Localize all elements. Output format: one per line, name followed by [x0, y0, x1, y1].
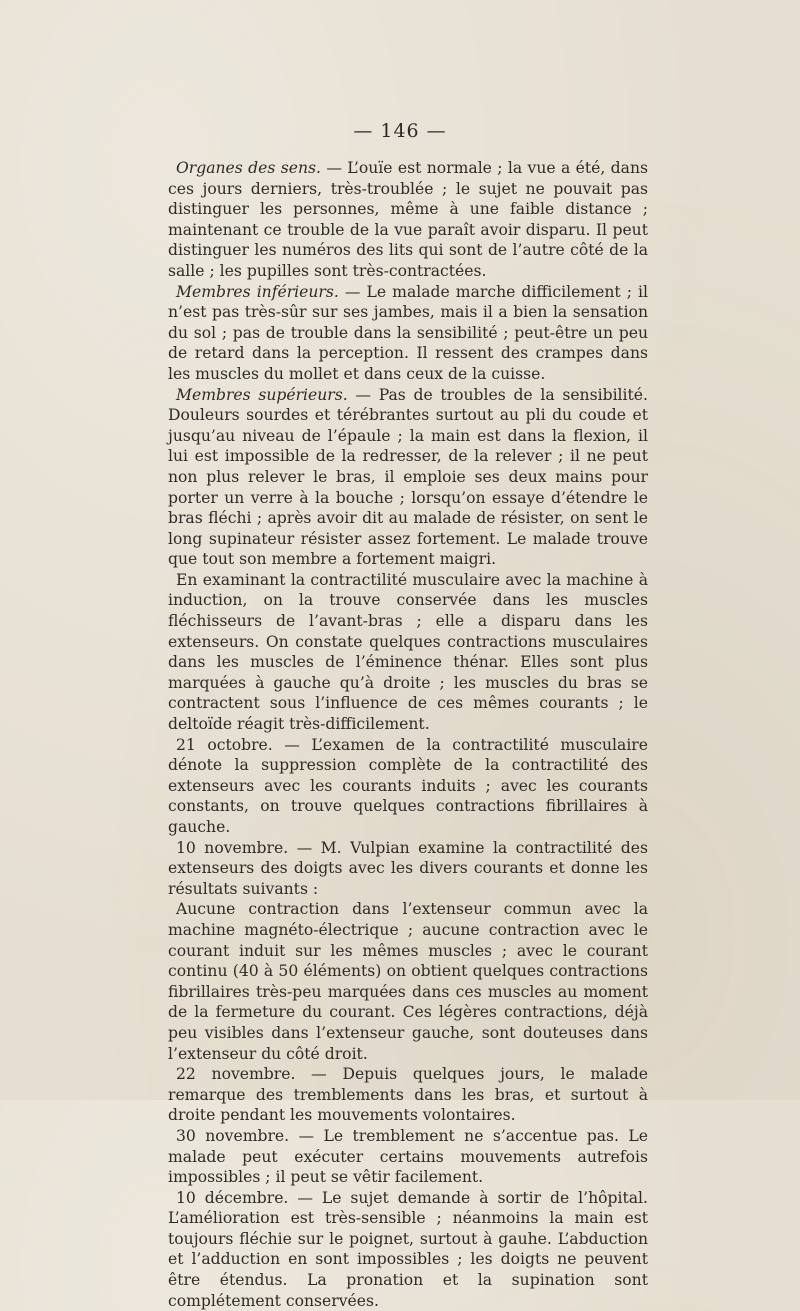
paragraph-10-decembre [168, 1188, 648, 1311]
paragraph-membres-superieurs [168, 385, 648, 570]
paragraph-heading: Organes des sens. [176, 159, 321, 177]
paragraph-21-octobre [168, 735, 648, 838]
paragraph-heading: Membres inférieurs. [176, 282, 339, 301]
paragraph-text: 10 novembre. — M. Vulpian examine la contractilité des extenseurs des doigts avec les divers courants et donne les résultats suivants : [168, 838, 648, 898]
paragraph-text: En examinant la contractilité musculaire avec la machine à induction, on la trouve conservée dans les muscles fléchisseurs de l’avant-bras ; elle a disparu dans les extenseurs. On constate quelques contractions musculaires dans les muscles de l’éminence thénar. Elles sont plus marquées à gauche qu’à droite ; les muscles du bras se contractent sous l’influence de ces mêmes courants ; le deltoïde réagit très-difficilement. [168, 570, 648, 734]
paragraph-organes-des-sens [168, 158, 648, 282]
page-number: — 146 — [353, 120, 447, 142]
paragraph-text: — Pas de troubles de la sensibilité. Douleurs sourdes et térébrantes surtout au pli du coude et jusqu’au niveau de l’épaule ; la main est dans la flexion, il lui est impossible de la redresser, de la relever ; il ne peut non plus relever le bras, il emploie ses deux mains pour porter un verre à la bouche ; lorsqu’on essaye d’étendre le bras fléchi ; après avoir dit au malade de résister, on sent le long supinateur résister assez fortement. Le malade trouve que tout son membre a fortement maigri. [168, 385, 648, 569]
paragraph-text: 22 novembre. — Depuis quelques jours, le malade remarque des tremblements dans les bras, et surtout à droite pendant les mouvements volontaires. [168, 1065, 648, 1125]
paragraph-text: — L’ouïe est normale ; la vue a été, dans ces jours derniers, très-troublée ; le sujet ne pouvait pas distinguer les personnes, même à une faible distance ; maintenant ce trouble de la vue paraît avoir disparu. Il peut distinguer les numéros des lits qui sont de l’autre côté de la salle ; les pupilles sont très-contractées. [168, 159, 649, 280]
paragraph-text: — Le malade marche difficilement ; il n’est pas très-sûr sur ses jambes, mais il a bien la sensation du sol ; pas de trouble dans la sensibilité ; peut-être un peu de retard dans la perception. Il ressent des crampes dans les muscles du mollet et dans ceux de la cuisse. [168, 282, 648, 383]
paragraph-text: 30 novembre. — Le tremblement ne s’accentue pas. Le malade peut exécuter certains mouvements autrefois impossibles ; il peut se vêtir facilement. [168, 1126, 648, 1187]
paragraph-10-novembre [168, 838, 648, 900]
paragraph-membres-inferieurs [168, 282, 648, 385]
paragraph-text: 10 décembre. — Le sujet demande à sortir de l’hôpital. L’amélioration est très-sensible ; néanmoins la main est toujours fléchie sur le poignet, surtout à gauhe. L’abduction et l’adduction en sont impossibles ; les doigts ne peuvent être étendus. La pronation et la supination sont complétement conservées. [168, 1188, 648, 1310]
paragraph-contractilite [168, 570, 648, 735]
paragraph-30-novembre [168, 1126, 648, 1188]
paragraph-text: 21 octobre. — L’examen de la contractilité musculaire dénote la suppression complète de la contractilité des extenseurs avec les courants induits ; avec les courants constants, on trouve quelques contractions fibrillaires à gauche. [168, 735, 648, 836]
paragraph-22-novembre [168, 1064, 648, 1126]
paragraph-resultats [168, 899, 648, 1064]
body-text [168, 158, 648, 1311]
paragraph-text: Aucune contraction dans l’extenseur commun avec la machine magnéto-électrique ; aucune contraction avec le courant induit sur les mêmes muscles ; avec le courant continu (40 à 50 éléments) on obtient quelques contractions fibrillaires très-peu marquées dans ces muscles au moment de la fermeture du courant. Ces légères contractions, déjà peu visibles dans l’extenseur gauche, sont douteuses dans l’extenseur du côté droit. [168, 900, 648, 1063]
paragraph-heading: Membres supérieurs. [176, 385, 348, 404]
